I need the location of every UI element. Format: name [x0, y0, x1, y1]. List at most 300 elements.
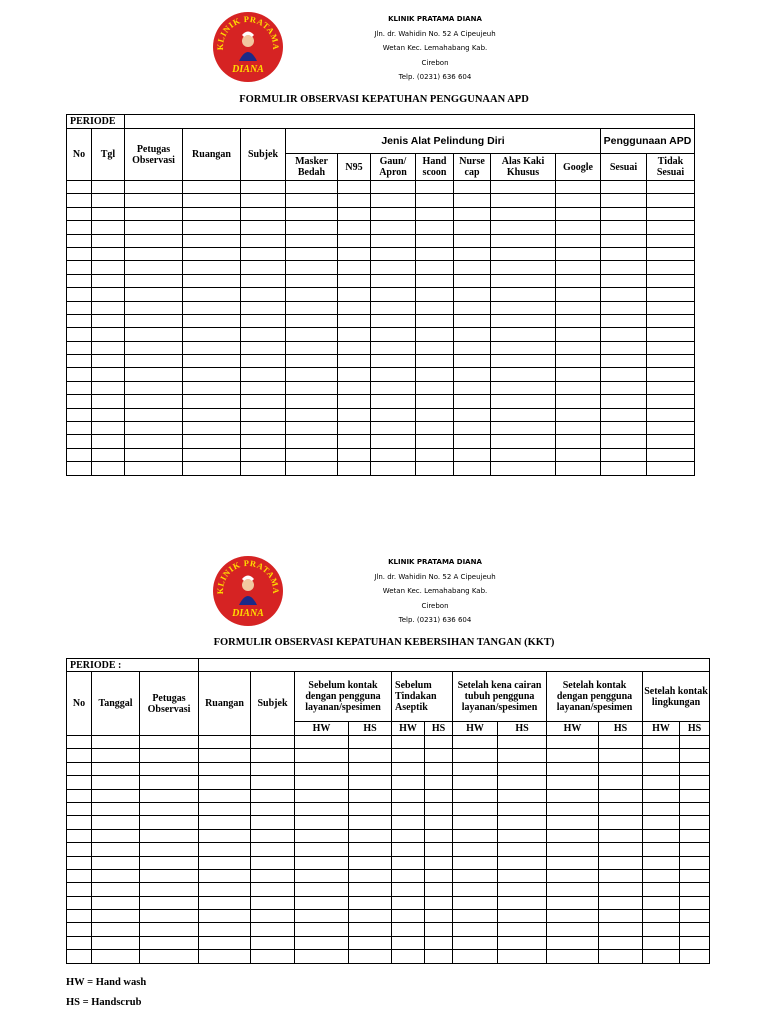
empty-cell[interactable]	[498, 923, 547, 936]
empty-cell[interactable]	[251, 936, 295, 949]
empty-cell[interactable]	[416, 301, 454, 314]
empty-cell[interactable]	[647, 462, 695, 475]
empty-cell[interactable]	[599, 950, 643, 963]
empty-cell[interactable]	[454, 448, 491, 461]
empty-cell[interactable]	[295, 736, 349, 749]
empty-cell[interactable]	[454, 368, 491, 381]
empty-cell[interactable]	[371, 435, 416, 448]
empty-cell[interactable]	[498, 802, 547, 815]
empty-cell[interactable]	[392, 789, 425, 802]
empty-cell[interactable]	[491, 221, 556, 234]
empty-cell[interactable]	[416, 395, 454, 408]
empty-cell[interactable]	[547, 736, 599, 749]
empty-cell[interactable]	[183, 274, 241, 287]
empty-cell[interactable]	[491, 368, 556, 381]
empty-cell[interactable]	[680, 789, 710, 802]
empty-cell[interactable]	[349, 896, 392, 909]
empty-cell[interactable]	[491, 314, 556, 327]
empty-cell[interactable]	[453, 936, 498, 949]
empty-cell[interactable]	[416, 261, 454, 274]
empty-cell[interactable]	[599, 843, 643, 856]
empty-cell[interactable]	[416, 181, 454, 194]
empty-cell[interactable]	[416, 381, 454, 394]
empty-cell[interactable]	[680, 936, 710, 949]
empty-cell[interactable]	[67, 314, 92, 327]
empty-cell[interactable]	[140, 923, 199, 936]
empty-cell[interactable]	[454, 274, 491, 287]
empty-cell[interactable]	[286, 247, 338, 260]
empty-cell[interactable]	[349, 856, 392, 869]
empty-cell[interactable]	[349, 736, 392, 749]
empty-cell[interactable]	[67, 435, 92, 448]
empty-cell[interactable]	[183, 207, 241, 220]
empty-cell[interactable]	[454, 435, 491, 448]
empty-cell[interactable]	[556, 328, 601, 341]
empty-cell[interactable]	[140, 802, 199, 815]
empty-cell[interactable]	[680, 856, 710, 869]
empty-cell[interactable]	[416, 435, 454, 448]
empty-cell[interactable]	[453, 883, 498, 896]
empty-cell[interactable]	[349, 829, 392, 842]
empty-cell[interactable]	[338, 341, 371, 354]
empty-cell[interactable]	[425, 776, 453, 789]
empty-cell[interactable]	[92, 301, 125, 314]
empty-cell[interactable]	[454, 261, 491, 274]
empty-cell[interactable]	[425, 736, 453, 749]
empty-cell[interactable]	[547, 869, 599, 882]
empty-cell[interactable]	[392, 816, 425, 829]
empty-cell[interactable]	[67, 950, 92, 963]
empty-cell[interactable]	[241, 381, 286, 394]
empty-cell[interactable]	[556, 234, 601, 247]
empty-cell[interactable]	[295, 843, 349, 856]
empty-cell[interactable]	[241, 435, 286, 448]
empty-cell[interactable]	[183, 301, 241, 314]
empty-cell[interactable]	[680, 776, 710, 789]
empty-cell[interactable]	[416, 314, 454, 327]
empty-cell[interactable]	[556, 274, 601, 287]
empty-cell[interactable]	[67, 923, 92, 936]
empty-cell[interactable]	[125, 462, 183, 475]
empty-cell[interactable]	[643, 802, 680, 815]
empty-cell[interactable]	[416, 355, 454, 368]
empty-cell[interactable]	[392, 762, 425, 775]
empty-cell[interactable]	[556, 247, 601, 260]
empty-cell[interactable]	[199, 762, 251, 775]
empty-cell[interactable]	[67, 883, 92, 896]
empty-cell[interactable]	[453, 829, 498, 842]
empty-cell[interactable]	[338, 408, 371, 421]
empty-cell[interactable]	[453, 802, 498, 815]
empty-cell[interactable]	[286, 181, 338, 194]
empty-cell[interactable]	[92, 194, 125, 207]
empty-cell[interactable]	[241, 422, 286, 435]
empty-cell[interactable]	[392, 736, 425, 749]
empty-cell[interactable]	[680, 749, 710, 762]
empty-cell[interactable]	[125, 355, 183, 368]
empty-cell[interactable]	[599, 936, 643, 949]
empty-cell[interactable]	[599, 923, 643, 936]
empty-cell[interactable]	[392, 869, 425, 882]
empty-cell[interactable]	[199, 910, 251, 923]
empty-cell[interactable]	[349, 950, 392, 963]
empty-cell[interactable]	[92, 328, 125, 341]
empty-cell[interactable]	[183, 395, 241, 408]
empty-cell[interactable]	[199, 896, 251, 909]
empty-cell[interactable]	[286, 341, 338, 354]
empty-cell[interactable]	[425, 843, 453, 856]
empty-cell[interactable]	[199, 802, 251, 815]
empty-cell[interactable]	[453, 816, 498, 829]
empty-cell[interactable]	[643, 762, 680, 775]
empty-cell[interactable]	[295, 910, 349, 923]
empty-cell[interactable]	[92, 856, 140, 869]
empty-cell[interactable]	[199, 950, 251, 963]
empty-cell[interactable]	[92, 234, 125, 247]
empty-cell[interactable]	[601, 462, 647, 475]
empty-cell[interactable]	[286, 261, 338, 274]
empty-cell[interactable]	[454, 381, 491, 394]
empty-cell[interactable]	[425, 762, 453, 775]
empty-cell[interactable]	[599, 762, 643, 775]
empty-cell[interactable]	[371, 462, 416, 475]
empty-cell[interactable]	[491, 435, 556, 448]
empty-cell[interactable]	[599, 896, 643, 909]
empty-cell[interactable]	[556, 408, 601, 421]
empty-cell[interactable]	[241, 274, 286, 287]
empty-cell[interactable]	[92, 869, 140, 882]
empty-cell[interactable]	[425, 883, 453, 896]
empty-cell[interactable]	[183, 247, 241, 260]
empty-cell[interactable]	[416, 448, 454, 461]
empty-cell[interactable]	[295, 896, 349, 909]
empty-cell[interactable]	[599, 856, 643, 869]
empty-cell[interactable]	[491, 448, 556, 461]
empty-cell[interactable]	[295, 923, 349, 936]
empty-cell[interactable]	[416, 194, 454, 207]
empty-cell[interactable]	[643, 816, 680, 829]
empty-cell[interactable]	[680, 802, 710, 815]
empty-cell[interactable]	[286, 422, 338, 435]
empty-cell[interactable]	[416, 221, 454, 234]
empty-cell[interactable]	[453, 856, 498, 869]
empty-cell[interactable]	[251, 856, 295, 869]
empty-cell[interactable]	[647, 194, 695, 207]
empty-cell[interactable]	[599, 910, 643, 923]
empty-cell[interactable]	[453, 736, 498, 749]
empty-cell[interactable]	[371, 288, 416, 301]
empty-cell[interactable]	[92, 221, 125, 234]
empty-cell[interactable]	[454, 395, 491, 408]
empty-cell[interactable]	[67, 776, 92, 789]
empty-cell[interactable]	[338, 314, 371, 327]
empty-cell[interactable]	[92, 181, 125, 194]
empty-cell[interactable]	[199, 736, 251, 749]
empty-cell[interactable]	[491, 395, 556, 408]
empty-cell[interactable]	[286, 207, 338, 220]
empty-cell[interactable]	[338, 381, 371, 394]
empty-cell[interactable]	[67, 234, 92, 247]
empty-cell[interactable]	[601, 274, 647, 287]
empty-cell[interactable]	[125, 395, 183, 408]
empty-cell[interactable]	[92, 422, 125, 435]
empty-cell[interactable]	[286, 395, 338, 408]
empty-cell[interactable]	[140, 856, 199, 869]
empty-cell[interactable]	[251, 923, 295, 936]
empty-cell[interactable]	[647, 435, 695, 448]
empty-cell[interactable]	[183, 381, 241, 394]
empty-cell[interactable]	[295, 762, 349, 775]
empty-cell[interactable]	[491, 301, 556, 314]
empty-cell[interactable]	[140, 843, 199, 856]
empty-cell[interactable]	[599, 869, 643, 882]
empty-cell[interactable]	[125, 288, 183, 301]
empty-cell[interactable]	[92, 950, 140, 963]
empty-cell[interactable]	[92, 776, 140, 789]
empty-cell[interactable]	[601, 381, 647, 394]
empty-cell[interactable]	[371, 234, 416, 247]
empty-cell[interactable]	[643, 923, 680, 936]
empty-cell[interactable]	[454, 207, 491, 220]
empty-cell[interactable]	[67, 843, 92, 856]
empty-cell[interactable]	[599, 802, 643, 815]
empty-cell[interactable]	[392, 749, 425, 762]
empty-cell[interactable]	[371, 207, 416, 220]
empty-cell[interactable]	[601, 194, 647, 207]
empty-cell[interactable]	[498, 856, 547, 869]
empty-cell[interactable]	[199, 869, 251, 882]
empty-cell[interactable]	[67, 829, 92, 842]
empty-cell[interactable]	[241, 301, 286, 314]
empty-cell[interactable]	[183, 181, 241, 194]
empty-cell[interactable]	[92, 448, 125, 461]
empty-cell[interactable]	[92, 736, 140, 749]
empty-cell[interactable]	[140, 816, 199, 829]
empty-cell[interactable]	[140, 910, 199, 923]
empty-cell[interactable]	[416, 234, 454, 247]
empty-cell[interactable]	[349, 869, 392, 882]
empty-cell[interactable]	[251, 950, 295, 963]
empty-cell[interactable]	[416, 207, 454, 220]
empty-cell[interactable]	[647, 221, 695, 234]
empty-cell[interactable]	[392, 843, 425, 856]
empty-cell[interactable]	[295, 802, 349, 815]
empty-cell[interactable]	[338, 261, 371, 274]
empty-cell[interactable]	[67, 422, 92, 435]
empty-cell[interactable]	[349, 762, 392, 775]
empty-cell[interactable]	[453, 762, 498, 775]
empty-cell[interactable]	[140, 936, 199, 949]
empty-cell[interactable]	[547, 910, 599, 923]
empty-cell[interactable]	[454, 408, 491, 421]
empty-cell[interactable]	[498, 762, 547, 775]
empty-cell[interactable]	[125, 381, 183, 394]
empty-cell[interactable]	[416, 328, 454, 341]
empty-cell[interactable]	[498, 896, 547, 909]
empty-cell[interactable]	[125, 328, 183, 341]
empty-cell[interactable]	[92, 247, 125, 260]
empty-cell[interactable]	[491, 328, 556, 341]
empty-cell[interactable]	[286, 408, 338, 421]
empty-cell[interactable]	[241, 408, 286, 421]
empty-cell[interactable]	[547, 789, 599, 802]
empty-cell[interactable]	[251, 869, 295, 882]
empty-cell[interactable]	[647, 288, 695, 301]
empty-cell[interactable]	[556, 435, 601, 448]
empty-cell[interactable]	[338, 355, 371, 368]
empty-cell[interactable]	[453, 910, 498, 923]
empty-cell[interactable]	[67, 207, 92, 220]
empty-cell[interactable]	[416, 368, 454, 381]
empty-cell[interactable]	[556, 221, 601, 234]
empty-cell[interactable]	[643, 950, 680, 963]
empty-cell[interactable]	[647, 234, 695, 247]
empty-cell[interactable]	[643, 896, 680, 909]
empty-cell[interactable]	[491, 462, 556, 475]
empty-cell[interactable]	[647, 181, 695, 194]
empty-cell[interactable]	[416, 247, 454, 260]
empty-cell[interactable]	[67, 194, 92, 207]
empty-cell[interactable]	[680, 883, 710, 896]
empty-cell[interactable]	[338, 448, 371, 461]
empty-cell[interactable]	[67, 869, 92, 882]
empty-cell[interactable]	[601, 314, 647, 327]
empty-cell[interactable]	[251, 802, 295, 815]
empty-cell[interactable]	[601, 328, 647, 341]
empty-cell[interactable]	[338, 435, 371, 448]
empty-cell[interactable]	[92, 829, 140, 842]
empty-cell[interactable]	[601, 395, 647, 408]
empty-cell[interactable]	[286, 194, 338, 207]
empty-cell[interactable]	[498, 789, 547, 802]
empty-cell[interactable]	[92, 896, 140, 909]
empty-cell[interactable]	[425, 749, 453, 762]
empty-cell[interactable]	[599, 829, 643, 842]
empty-cell[interactable]	[140, 829, 199, 842]
empty-cell[interactable]	[371, 381, 416, 394]
empty-cell[interactable]	[680, 829, 710, 842]
empty-cell[interactable]	[453, 843, 498, 856]
empty-cell[interactable]	[416, 274, 454, 287]
empty-cell[interactable]	[392, 829, 425, 842]
empty-cell[interactable]	[241, 395, 286, 408]
empty-cell[interactable]	[140, 883, 199, 896]
empty-cell[interactable]	[547, 883, 599, 896]
empty-cell[interactable]	[349, 789, 392, 802]
empty-cell[interactable]	[67, 789, 92, 802]
empty-cell[interactable]	[338, 247, 371, 260]
empty-cell[interactable]	[643, 829, 680, 842]
empty-cell[interactable]	[241, 448, 286, 461]
empty-cell[interactable]	[183, 422, 241, 435]
empty-cell[interactable]	[286, 462, 338, 475]
empty-cell[interactable]	[601, 408, 647, 421]
empty-cell[interactable]	[454, 288, 491, 301]
empty-cell[interactable]	[498, 749, 547, 762]
empty-cell[interactable]	[601, 301, 647, 314]
empty-cell[interactable]	[647, 381, 695, 394]
empty-cell[interactable]	[491, 408, 556, 421]
empty-cell[interactable]	[498, 910, 547, 923]
empty-cell[interactable]	[425, 829, 453, 842]
empty-cell[interactable]	[338, 301, 371, 314]
empty-cell[interactable]	[241, 368, 286, 381]
empty-cell[interactable]	[491, 341, 556, 354]
empty-cell[interactable]	[67, 381, 92, 394]
empty-cell[interactable]	[453, 896, 498, 909]
empty-cell[interactable]	[680, 843, 710, 856]
empty-cell[interactable]	[92, 314, 125, 327]
empty-cell[interactable]	[140, 749, 199, 762]
empty-cell[interactable]	[349, 923, 392, 936]
empty-cell[interactable]	[556, 301, 601, 314]
empty-cell[interactable]	[416, 422, 454, 435]
empty-cell[interactable]	[498, 936, 547, 949]
empty-cell[interactable]	[425, 856, 453, 869]
empty-cell[interactable]	[295, 789, 349, 802]
empty-cell[interactable]	[199, 923, 251, 936]
empty-cell[interactable]	[199, 843, 251, 856]
empty-cell[interactable]	[183, 221, 241, 234]
empty-cell[interactable]	[67, 181, 92, 194]
empty-cell[interactable]	[67, 301, 92, 314]
empty-cell[interactable]	[371, 314, 416, 327]
empty-cell[interactable]	[392, 896, 425, 909]
empty-cell[interactable]	[241, 247, 286, 260]
empty-cell[interactable]	[92, 368, 125, 381]
empty-cell[interactable]	[199, 816, 251, 829]
empty-cell[interactable]	[425, 896, 453, 909]
empty-cell[interactable]	[647, 368, 695, 381]
empty-cell[interactable]	[251, 816, 295, 829]
empty-cell[interactable]	[338, 462, 371, 475]
empty-cell[interactable]	[647, 422, 695, 435]
empty-cell[interactable]	[286, 448, 338, 461]
empty-cell[interactable]	[67, 368, 92, 381]
empty-cell[interactable]	[199, 829, 251, 842]
empty-cell[interactable]	[599, 776, 643, 789]
empty-cell[interactable]	[67, 762, 92, 775]
empty-cell[interactable]	[454, 247, 491, 260]
empty-cell[interactable]	[67, 749, 92, 762]
empty-cell[interactable]	[183, 328, 241, 341]
empty-cell[interactable]	[601, 355, 647, 368]
empty-cell[interactable]	[251, 762, 295, 775]
empty-cell[interactable]	[643, 843, 680, 856]
empty-cell[interactable]	[556, 381, 601, 394]
empty-cell[interactable]	[140, 789, 199, 802]
empty-cell[interactable]	[454, 355, 491, 368]
empty-cell[interactable]	[643, 789, 680, 802]
empty-cell[interactable]	[67, 395, 92, 408]
empty-cell[interactable]	[92, 381, 125, 394]
empty-cell[interactable]	[286, 328, 338, 341]
empty-cell[interactable]	[601, 234, 647, 247]
empty-cell[interactable]	[125, 181, 183, 194]
empty-cell[interactable]	[295, 829, 349, 842]
empty-cell[interactable]	[349, 910, 392, 923]
empty-cell[interactable]	[286, 288, 338, 301]
empty-cell[interactable]	[338, 221, 371, 234]
empty-cell[interactable]	[680, 923, 710, 936]
empty-cell[interactable]	[338, 207, 371, 220]
empty-cell[interactable]	[556, 314, 601, 327]
empty-cell[interactable]	[295, 936, 349, 949]
empty-cell[interactable]	[491, 194, 556, 207]
empty-cell[interactable]	[425, 950, 453, 963]
empty-cell[interactable]	[371, 247, 416, 260]
empty-cell[interactable]	[125, 261, 183, 274]
